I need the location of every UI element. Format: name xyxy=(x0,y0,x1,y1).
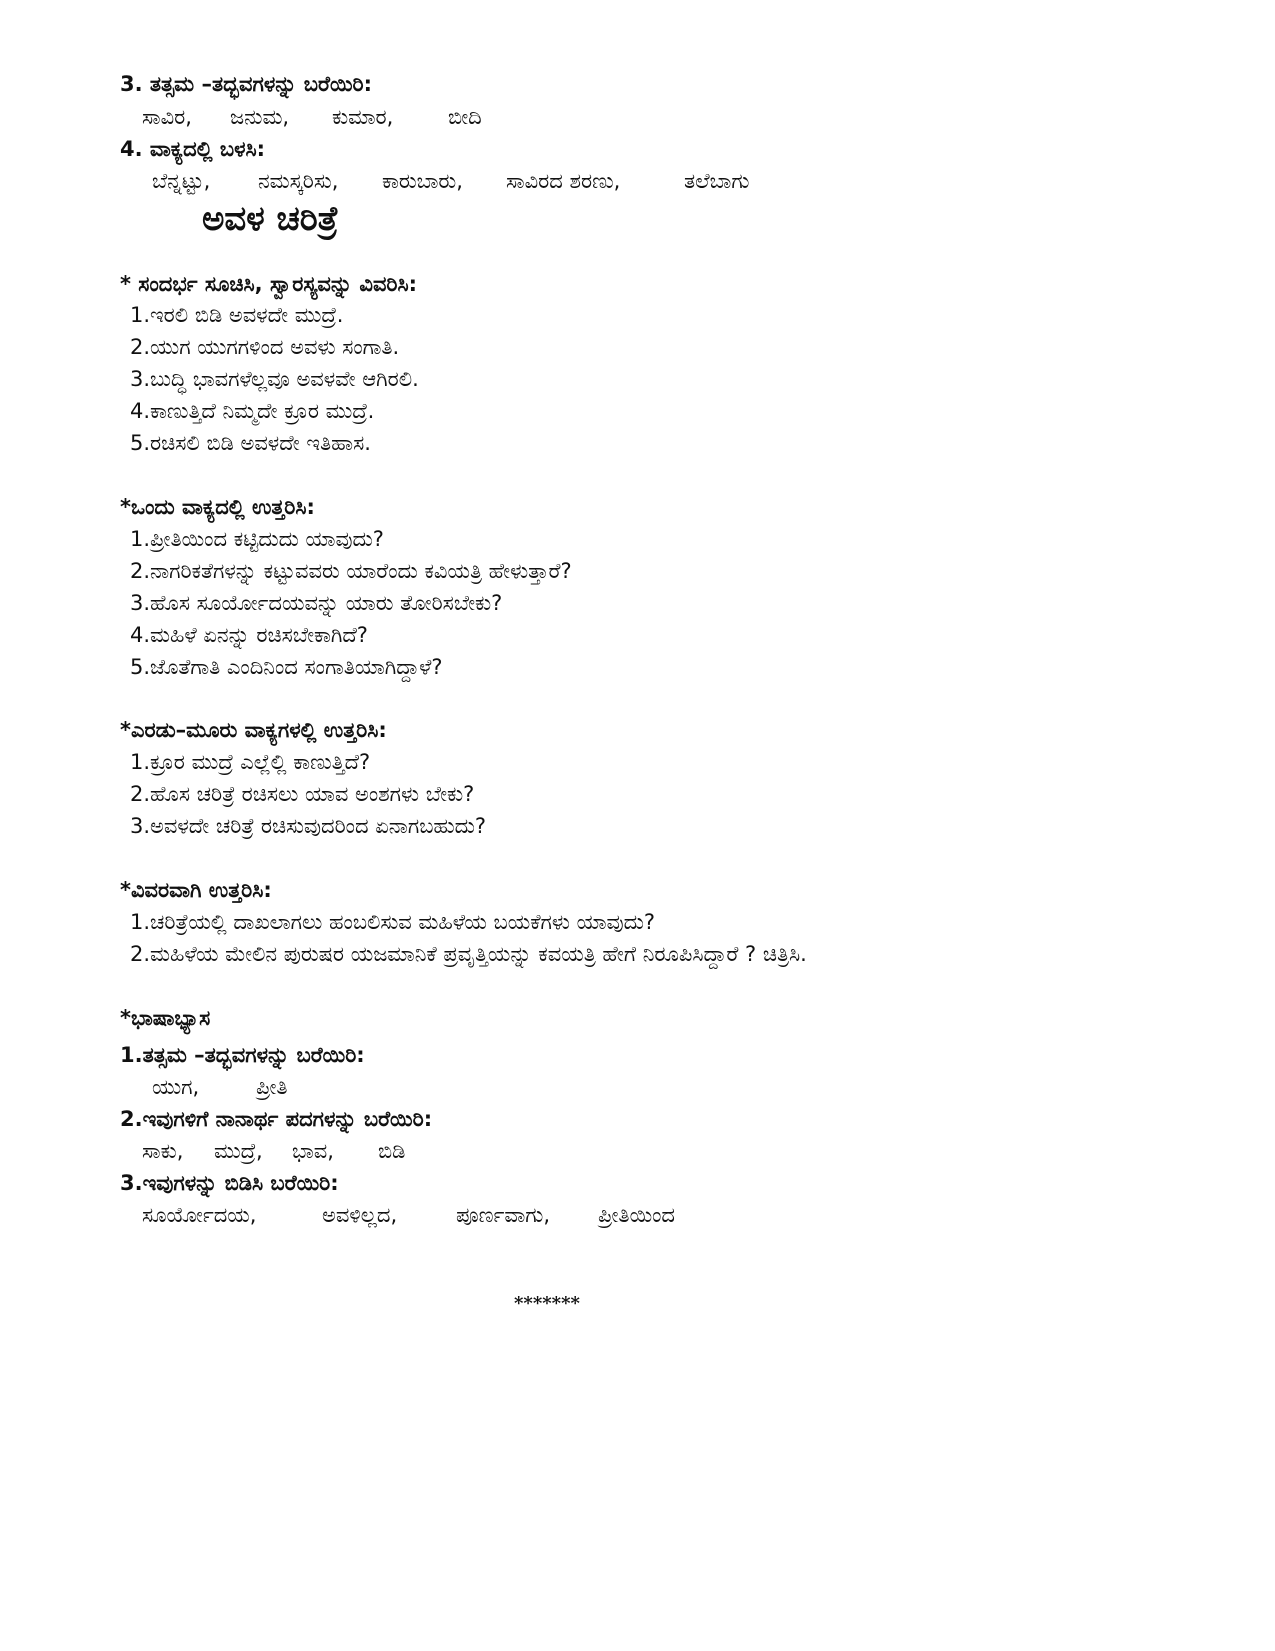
word: ಬಿಡಿ xyxy=(378,1139,406,1163)
one-sentence-heading: *ಒಂದು ವಾಕ್ಯದಲ್ಲಿ ಉತ್ತರಿಸಿ: xyxy=(120,495,315,519)
list-item: 2.ಹೊಸ ಚರಿತ್ರೆ ರಚಿಸಲು ಯಾವ ಅಂಶಗಳು ಬೇಕು? xyxy=(130,782,475,806)
grammar-q3-word-list xyxy=(142,1201,675,1229)
list-item: 4.ಕಾಣುತ್ತಿದೆ ನಿಮ್ಮದೇ ಕ್ರೂರ ಮುದ್ರೆ. xyxy=(130,399,375,423)
detailed-answer-heading: *ವಿವರವಾಗಿ ಉತ್ತರಿಸಿ: xyxy=(120,878,272,902)
grammar-heading: *ಭಾಷಾಭ್ಯಾಸ xyxy=(120,1006,211,1030)
list-item: 3.ಬುದ್ಧಿ ಭಾವಗಳೆಲ್ಲವೂ ಅವಳವೇ ಆಗಿರಲಿ. xyxy=(130,367,419,391)
grammar-q1-heading: 1.ತತ್ಸಮ –ತದ್ಭವಗಳನ್ನು ಬರೆಯಿರಿ: xyxy=(120,1043,365,1067)
word: ಬೆನ್ನಟ್ಟು, xyxy=(152,169,211,193)
word: ಸಾವಿರದ ಶರಣು, xyxy=(506,169,621,193)
grammar-q1-word-list xyxy=(152,1073,288,1101)
list-item: 2.ನಾಗರಿಕತೆಗಳನ್ನು ಕಟ್ಟುವವರು ಯಾರೆಂದು ಕವಿಯತ್ರಿ ಹೇಳುತ್ತಾರೆ? xyxy=(130,559,572,583)
list-item: 1.ಚರಿತ್ರೆಯಲ್ಲಿ ದಾಖಲಾಗಲು ಹಂಬಲಿಸುವ ಮಹಿಳೆಯ ಬಯಕೆಗಳು ಯಾವುದು? xyxy=(130,910,656,934)
grammar-q2-word-list xyxy=(142,1137,405,1165)
word: ಕಾರುಬಾರು, xyxy=(382,169,463,193)
word: ಕುಮಾರ, xyxy=(332,105,394,129)
word: ಜನುಮ, xyxy=(230,105,290,129)
q3-tatsama-heading: 3. ತತ್ಸಮ –ತದ್ಭವಗಳನ್ನು ಬರೆಯಿರಿ: xyxy=(120,72,372,96)
word: ಪ್ರೀತಿಯಿಂದ xyxy=(598,1203,675,1227)
word: ನಮಸ್ಕರಿಸು, xyxy=(258,169,339,193)
context-heading: * ಸಂದರ್ಭ ಸೂಚಿಸಿ, ಸ್ವಾರಸ್ಯವನ್ನು ವಿವರಿಸಿ: xyxy=(120,272,418,296)
grammar-q2-heading: 2.ಇವುಗಳಿಗೆ ನಾನಾರ್ಥ ಪದಗಳನ್ನು ಬರೆಯಿರಿ: xyxy=(120,1107,433,1131)
word: ಯುಗ, xyxy=(152,1075,200,1099)
word: ಭಾವ, xyxy=(292,1139,334,1163)
list-item: 3.ಅವಳದೇ ಚರಿತ್ರೆ ರಚಿಸುವುದರಿಂದ ಏನಾಗಬಹುದು? xyxy=(130,814,487,838)
word: ತಲೆಬಾಗು xyxy=(684,169,750,193)
list-item: 1.ಪ್ರೀತಿಯಿಂದ ಕಟ್ಟಿದುದು ಯಾವುದು? xyxy=(130,527,384,551)
q4-use-in-sentence-heading: 4. ವಾಕ್ಯದಲ್ಲಿ ಬಳಸಿ: xyxy=(120,137,266,161)
list-item: 2.ಮಹಿಳೆಯ ಮೇಲಿನ ಪುರುಷರ ಯಜಮಾನಿಕೆ ಪ್ರವೃತ್ತಿಯನ್ನು ಕವಯತ್ರಿ ಹೇಗೆ ನಿರೂಪಿಸಿದ್ದಾರೆ ? ಚಿತ್ರಿಸಿ. xyxy=(130,942,807,966)
grammar-q3-heading: 3.ಇವುಗಳನ್ನು ಬಿಡಿಸಿ ಬರೆಯಿರಿ: xyxy=(120,1171,339,1195)
list-item: 1.ಇರಲಿ ಬಿಡಿ ಅವಳದೇ ಮುದ್ರೆ. xyxy=(130,303,344,327)
lesson-title: ಅವಳ ಚರಿತ್ರೆ xyxy=(202,199,339,239)
word: ಸೂರ್ಯೋದಯ, xyxy=(142,1203,257,1227)
two-three-sentences-heading: *ಎರಡು–ಮೂರು ವಾಕ್ಯಗಳಲ್ಲಿ ಉತ್ತರಿಸಿ: xyxy=(120,718,387,742)
q3-word-list xyxy=(142,103,482,131)
word: ಮುದ್ರೆ, xyxy=(214,1139,263,1163)
word: ಸಾವಿರ, xyxy=(142,105,192,129)
q4-word-list xyxy=(152,167,749,195)
end-mark: ******* xyxy=(514,1293,580,1314)
list-item: 5.ರಚಿಸಲಿ ಬಿಡಿ ಅವಳದೇ ಇತಿಹಾಸ. xyxy=(130,431,371,455)
word: ಪ್ರೀತಿ xyxy=(256,1075,288,1099)
list-item: 1.ಕ್ರೂರ ಮುದ್ರೆ ಎಲ್ಲೆಲ್ಲಿ ಕಾಣುತ್ತಿದೆ? xyxy=(130,750,371,774)
word: ಬೀದಿ xyxy=(448,105,482,129)
list-item: 2.ಯುಗ ಯುಗಗಳಿಂದ ಅವಳು ಸಂಗಾತಿ. xyxy=(130,335,400,359)
word: ಅವಳಿಲ್ಲದ, xyxy=(322,1203,398,1227)
list-item: 3.ಹೊಸ ಸೂರ್ಯೋದಯವನ್ನು ಯಾರು ತೋರಿಸಬೇಕು? xyxy=(130,591,503,615)
list-item: 5.ಜೊತೆಗಾತಿ ಎಂದಿನಿಂದ ಸಂಗಾತಿಯಾಗಿದ್ದಾಳೆ? xyxy=(130,655,443,679)
list-item: 4.ಮಹಿಳೆ ಏನನ್ನು ರಚಿಸಬೇಕಾಗಿದೆ? xyxy=(130,623,368,647)
word: ಪೂರ್ಣವಾಗು, xyxy=(456,1203,550,1227)
word: ಸಾಕು, xyxy=(142,1139,184,1163)
